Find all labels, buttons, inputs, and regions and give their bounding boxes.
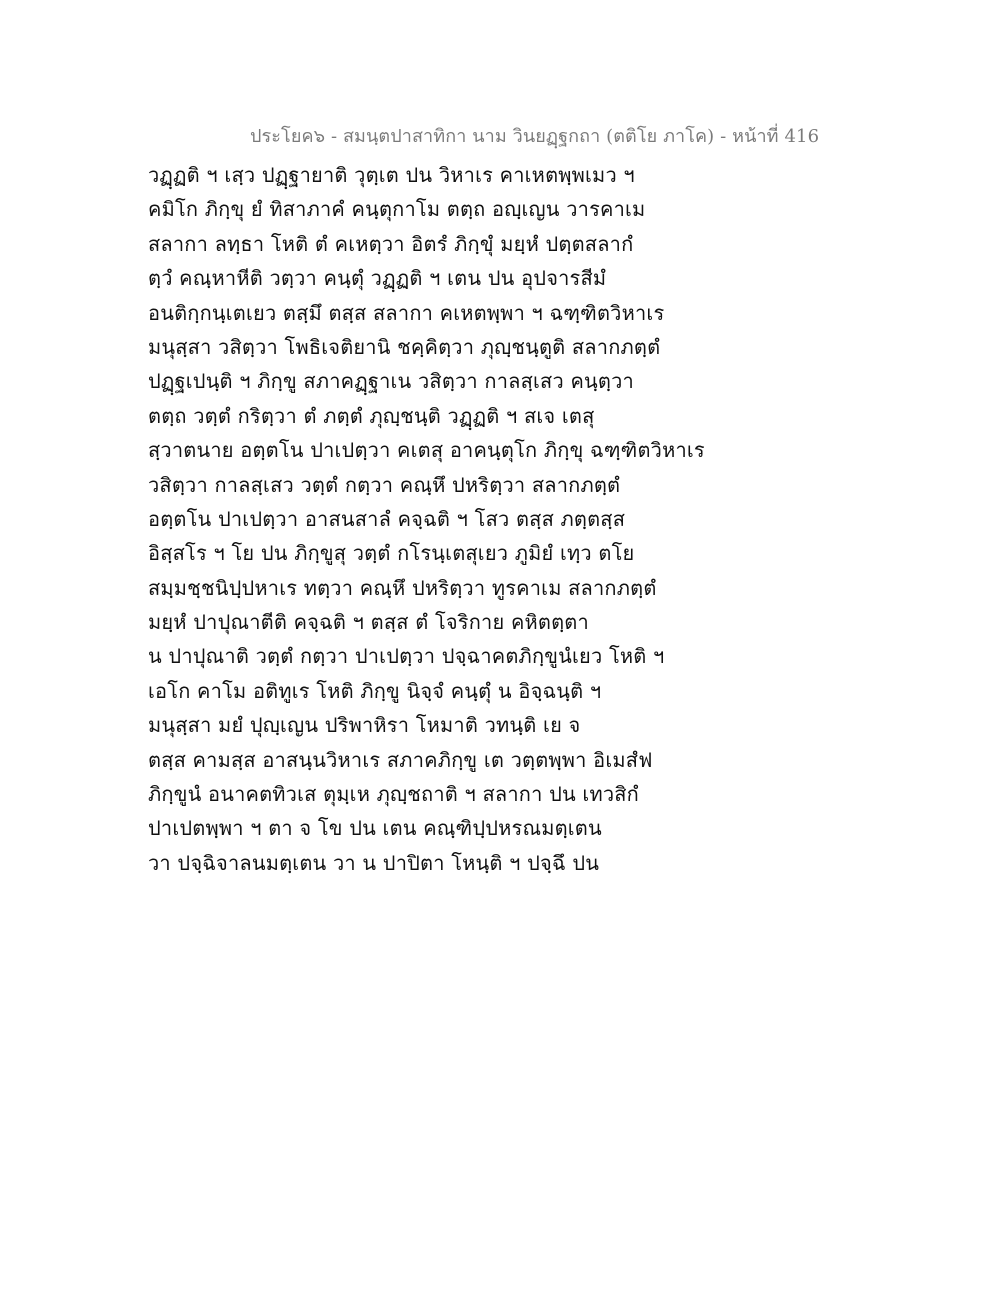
text-line: สมฺมชฺชนิปฺปหาเร ทตฺวา คณฺหึ ปหริตฺวา ทูรคาเม สลากภตฺตํ <box>148 575 657 600</box>
text-line: เอโก คาโม อติทูเร โหติ ภิกฺขู นิจฺจํ คนฺตุํ น อิจฺฉนฺติ ฯ <box>148 678 602 703</box>
text-line: สฺวาตนาย อตฺตโน ปาเปตฺวา คเตสุ อาคนฺตุโก ภิกฺขุ ฉฑฺฑิตวิหาเร <box>148 438 705 463</box>
text-line: อิสฺสโร ฯ โย ปน ภิกฺขูสุ วตฺตํ กโรนฺเตสุเยว ภูมิยํ เทฺว ตโย <box>148 541 635 566</box>
text-line: มนุสฺสา วสิตฺวา โพธิเจติยานิ ชคฺคิตฺวา ภุญฺชนฺตูติ สลากภตฺตํ <box>148 334 661 359</box>
text-line: อตฺตโน ปาเปตฺวา อาสนสาลํ คจฺฉติ ฯ โสว ตสฺส ภตฺตสฺส <box>148 506 626 531</box>
text-line: น ปาปุณาติ วตฺตํ กตฺวา ปาเปตฺวา ปจฺฉาคตภิกฺขูนํเยว โหติ ฯ <box>148 644 665 669</box>
text-line: มยฺหํ ปาปุณาตีติ คจฺฉติ ฯ ตสฺส ตํ โจริกาย คหิตตฺตา <box>148 610 589 635</box>
text-line: อนติกฺกนฺเตเยว ตสฺมึ ตสฺส สลากา คเหตพฺพา ฯ ฉฑฺฑิตวิหาเร <box>148 300 665 325</box>
text-line: สลากา ลทฺธา โหติ ตํ คเหตฺวา อิตรํ ภิกฺขุํ มยฺหํ ปตฺตสลากํ <box>148 231 634 256</box>
text-line: วสิตฺวา กาลสฺเสว วตฺตํ กตฺวา คณฺหึ ปหริตฺวา สลากภตฺตํ <box>148 472 621 497</box>
text-line: มนุสฺสา มยํ ปุญฺเญน ปริพาหิรา โหมาติ วทนฺติ เย จ <box>148 713 581 738</box>
text-line: ปาเปตพฺพา ฯ ตา จ โข ปน เตน คณฺฑิปฺปหรณมตฺเตน <box>148 816 602 841</box>
text-line: ตฺวํ คณฺหาหีติ วตฺวา คนฺตุํ วฏฺฏติ ฯ เตน ปน อุปจารสีมํ <box>148 266 607 291</box>
text-line: ตสฺส คามสฺส อาสนฺนวิหาเร สภาคภิกฺขู เต วตฺตพฺพา อิเมสํฟ <box>148 747 653 772</box>
body-text <box>148 158 848 880</box>
text-line: ภิกฺขูนํ อนาคตทิวเส ตุมฺเห ภุญฺชถาติ ฯ สลากา ปน เทวสิกํ <box>148 782 639 807</box>
text-line: ตตฺถ วตฺตํ กริตฺวา ตํ ภตฺตํ ภุญฺชนฺติ วฏฺฏติ ฯ สเจ เตสุ <box>148 403 595 428</box>
text-line: วา ปจฺฉิจาลนมตฺเตน วา น ปาปิตา โหนฺติ ฯ ปจฺฉึ ปน <box>148 850 600 875</box>
text-line: คมิโก ภิกฺขุ ยํ ทิสาภาคํ คนฺตุกาโม ตตฺถ อญฺเญน วารคาเม <box>148 197 646 222</box>
text-line: วฏฺฏติ ฯ เสฺว ปฏฺฐายาติ วุตฺเต ปน วิหาเร คาเหตพฺพเมว ฯ <box>148 163 635 187</box>
text-line: ปฏฺฐเปนฺติ ฯ ภิกฺขู สภาคฏฺฐาเน วสิตฺวา กาลสฺเสว คนฺตฺวา <box>148 369 634 394</box>
page-header: ประโยค๖ - สมนฺตปาสาทิกา นาม วินยฏฺฐกถา (ตติโย ภาโค) - หน้าที่ 416 <box>250 126 820 147</box>
